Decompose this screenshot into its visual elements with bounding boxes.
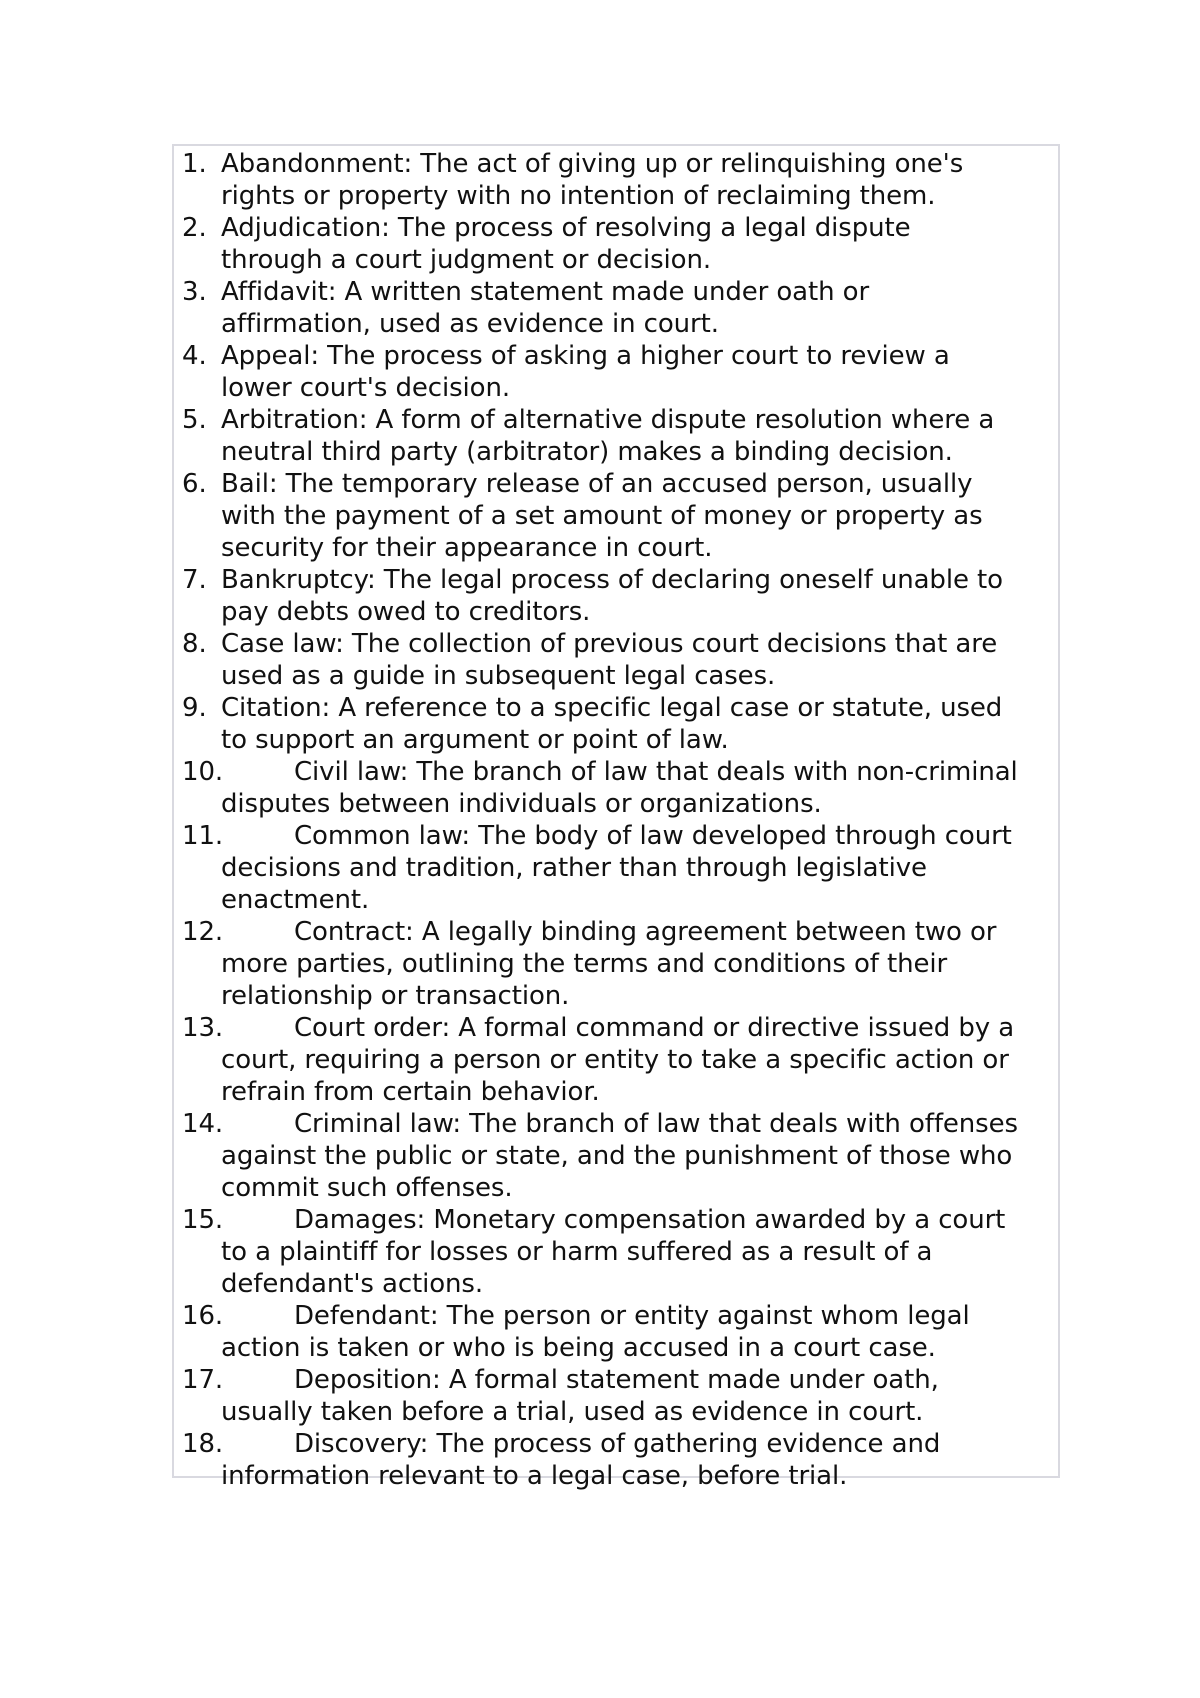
entry-text-line: Bankruptcy: The legal process of declaring oneself unable to <box>221 565 1003 595</box>
glossary-entry <box>174 692 1058 756</box>
entry-text-line: Contract: A legally binding agreement between two or <box>294 917 997 947</box>
entry-text-line: to a plaintiff for losses or harm suffered as a result of a <box>221 1237 933 1267</box>
entry-text-line: Citation: A reference to a specific legal case or statute, used <box>221 693 1003 723</box>
glossary-entry <box>174 756 1058 820</box>
entry-text-line: Arbitration: A form of alternative dispute resolution where a <box>221 405 995 435</box>
entry-number: 14. <box>182 1109 224 1139</box>
entry-text-line: Court order: A formal command or directive issued by a <box>294 1013 1015 1043</box>
glossary-entry <box>174 1364 1058 1428</box>
entry-number: 9. <box>182 693 207 723</box>
glossary-entry <box>174 916 1058 1012</box>
entry-text-line: more parties, outlining the terms and conditions of their <box>221 949 948 979</box>
entry-text-line: relationship or transaction. <box>221 981 570 1011</box>
entry-text-line: Defendant: The person or entity against whom legal <box>294 1301 970 1331</box>
entry-text-line: affirmation, used as evidence in court. <box>221 309 719 339</box>
entry-text-line: enactment. <box>221 885 370 915</box>
entry-number: 3. <box>182 277 207 307</box>
entry-number: 2. <box>182 213 207 243</box>
entry-number: 6. <box>182 469 207 499</box>
glossary-entry <box>174 1300 1058 1364</box>
entry-number: 18. <box>182 1429 224 1459</box>
entry-text-line: Civil law: The branch of law that deals with non-criminal <box>294 757 1018 787</box>
entry-text-line: Damages: Monetary compensation awarded by a court <box>294 1205 1006 1235</box>
entry-text-line: lower court's decision. <box>221 373 511 403</box>
entry-text-line: rights or property with no intention of reclaiming them. <box>221 181 936 211</box>
entry-number: 1. <box>182 149 207 179</box>
glossary-entry <box>174 340 1058 404</box>
entry-text-line: used as a guide in subsequent legal cases. <box>221 661 776 691</box>
entry-text-line: Discovery: The process of gathering evidence and <box>294 1429 941 1459</box>
entry-text-line: neutral third party (arbitrator) makes a binding decision. <box>221 437 953 467</box>
glossary-entry <box>174 628 1058 692</box>
entry-text-line: action is taken or who is being accused in a court case. <box>221 1333 936 1363</box>
entry-number: 17. <box>182 1365 224 1395</box>
glossary-entry <box>174 1204 1058 1300</box>
entry-text-line: security for their appearance in court. <box>221 533 713 563</box>
entry-number: 12. <box>182 917 224 947</box>
glossary-entry <box>174 468 1058 564</box>
entry-text-line: Abandonment: The act of giving up or relinquishing one's <box>221 149 964 179</box>
entry-text-line: Common law: The body of law developed through court <box>294 821 1012 851</box>
entry-number: 15. <box>182 1205 224 1235</box>
entry-number: 16. <box>182 1301 224 1331</box>
entry-text-line: through a court judgment or decision. <box>221 245 712 275</box>
entry-text-line: Affidavit: A written statement made under oath or <box>221 277 870 307</box>
glossary-entry <box>174 212 1058 276</box>
entry-number: 11. <box>182 821 224 851</box>
entry-number: 4. <box>182 341 207 371</box>
entry-text-line: Deposition: A formal statement made under oath, <box>294 1365 939 1395</box>
glossary-entry <box>174 1428 1058 1492</box>
glossary-entry <box>174 404 1058 468</box>
entry-text-line: Appeal: The process of asking a higher court to review a <box>221 341 950 371</box>
entry-text-line: against the public or state, and the punishment of those who <box>221 1141 1013 1171</box>
entry-text-line: to support an argument or point of law. <box>221 725 729 755</box>
entry-text-line: court, requiring a person or entity to take a specific action or <box>221 1045 1009 1075</box>
entry-text-line: disputes between individuals or organizations. <box>221 789 822 819</box>
glossary-list <box>174 148 1058 1492</box>
entry-number: 13. <box>182 1013 224 1043</box>
glossary-entry <box>174 148 1058 212</box>
glossary-entry <box>174 1012 1058 1108</box>
entry-text-line: Case law: The collection of previous court decisions that are <box>221 629 998 659</box>
entry-text-line: commit such offenses. <box>221 1173 513 1203</box>
glossary-entry <box>174 1108 1058 1204</box>
glossary-entry <box>174 820 1058 916</box>
entry-text-line: refrain from certain behavior. <box>221 1077 600 1107</box>
entry-text-line: with the payment of a set amount of money or property as <box>221 501 983 531</box>
entry-text-line: information relevant to a legal case, before trial. <box>221 1461 848 1491</box>
entry-text-line: Bail: The temporary release of an accused person, usually <box>221 469 973 499</box>
entry-text-line: decisions and tradition, rather than through legislative <box>221 853 927 883</box>
entry-number: 5. <box>182 405 207 435</box>
glossary-box <box>172 144 1060 1491</box>
entry-text-line: pay debts owed to creditors. <box>221 597 591 627</box>
entry-number: 8. <box>182 629 207 659</box>
glossary-entry <box>174 276 1058 340</box>
entry-number: 7. <box>182 565 207 595</box>
entry-number: 10. <box>182 757 224 787</box>
entry-text-line: defendant's actions. <box>221 1269 484 1299</box>
entry-text-line: usually taken before a trial, used as evidence in court. <box>221 1397 924 1427</box>
entry-text-line: Criminal law: The branch of law that deals with offenses <box>294 1109 1018 1139</box>
entry-text-line: Adjudication: The process of resolving a legal dispute <box>221 213 911 243</box>
glossary-entry <box>174 564 1058 628</box>
